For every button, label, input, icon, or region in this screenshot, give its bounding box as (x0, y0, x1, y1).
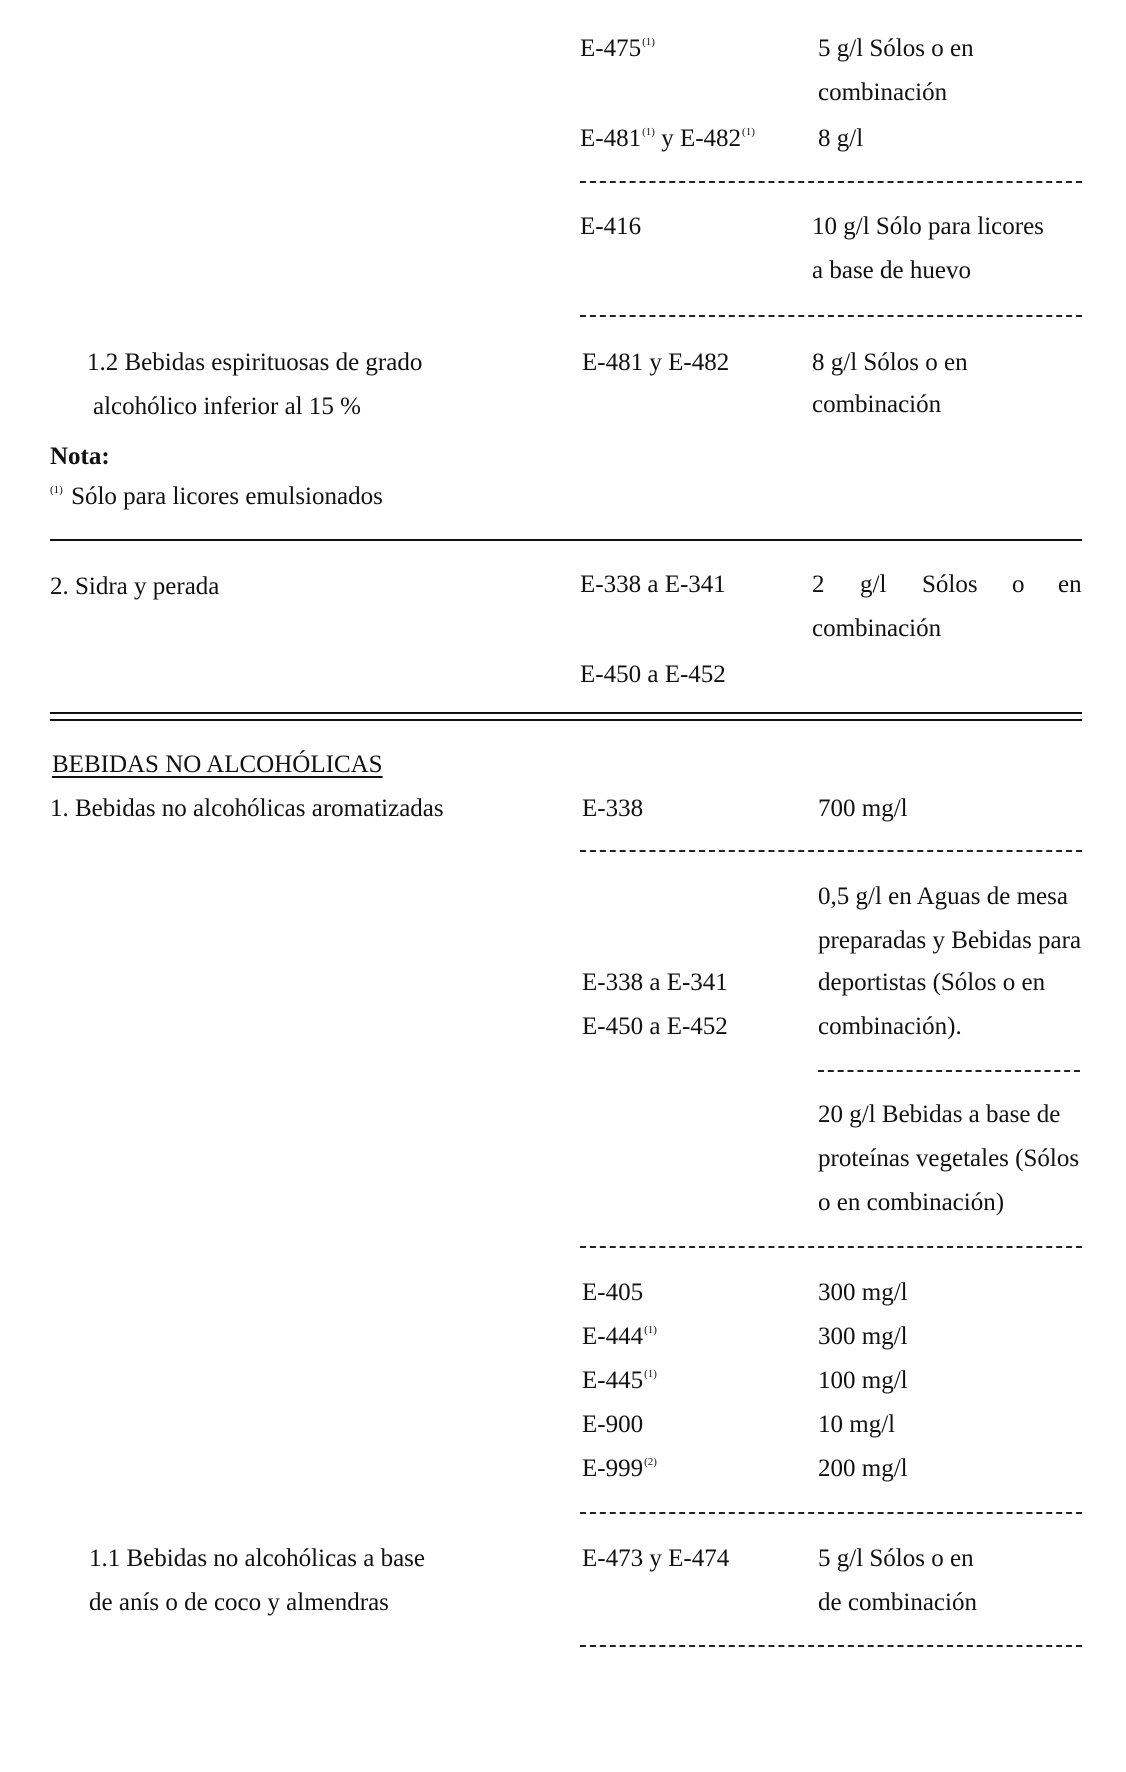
section-heading: BEBIDAS NO ALCOHÓLICAS (52, 751, 383, 778)
additive-code: E-475$^{(1)}$ (580, 35, 655, 62)
sub-divider (818, 1070, 1080, 1072)
footnote-ref: (1) (644, 1324, 657, 1336)
dose-line: 0,5 g/l en Aguas de mesa (818, 883, 1068, 910)
row-divider (580, 850, 1082, 852)
dose-line: combinación (812, 615, 942, 642)
footnote-ref: (1) (642, 126, 655, 138)
additive-code: E-445$^{(1)}$ (582, 1367, 657, 1394)
section-divider (50, 539, 1082, 541)
category-label: 1. Bebidas no alcohólicas aromatizadas (50, 795, 444, 822)
dose-word: 2 (812, 571, 825, 598)
dose-line: 8 g/l (818, 125, 864, 152)
dose-line: preparadas y Bebidas para (818, 927, 1082, 954)
double-rule-bottom (50, 719, 1082, 721)
category-label: alcohólico inferior al 15 % (93, 393, 361, 420)
dose-line: 20 g/l Bebidas a base de (818, 1101, 1061, 1128)
additive-code: E-481$^{(1)}$ y E-482$^{(1)}$ (580, 125, 755, 152)
category-label: 1.2 Bebidas espirituosas de grado (87, 349, 423, 376)
additive-code: E-338 (582, 795, 644, 822)
additive-code: E-338 a E-341 (580, 571, 726, 598)
additive-code: E-416 (580, 213, 642, 240)
dose-line: a base de huevo (812, 257, 971, 284)
footnote-ref: (1) (644, 1368, 657, 1380)
dose-line: 300 mg/l (818, 1323, 908, 1350)
dose-line: 300 mg/l (818, 1279, 908, 1306)
dose-line: combinación (818, 79, 948, 106)
dose-line: 10 mg/l (818, 1411, 896, 1438)
note-text: $^{(1)}$ Sólo para licores emulsionados (50, 483, 383, 510)
dose-line: 100 mg/l (818, 1367, 908, 1394)
dose-word: g/l (860, 571, 887, 598)
additive-code: E-338 a E-341 (582, 969, 728, 996)
footnote-ref: (1) (742, 126, 755, 138)
footnote-ref: (2) (644, 1456, 657, 1468)
dose-line: 700 mg/l (818, 795, 908, 822)
additive-code: E-900 (582, 1411, 644, 1438)
footnote-ref: (1) (642, 36, 655, 48)
row-divider (580, 1512, 1082, 1514)
dose-line: 5 g/l Sólos o en (818, 1545, 974, 1572)
dose-line: 8 g/l Sólos o en (812, 349, 968, 376)
row-divider (580, 1645, 1082, 1647)
dose-line: de combinación (818, 1589, 977, 1616)
dose-line: 5 g/l Sólos o en (818, 35, 974, 62)
additive-code: E-473 y E-474 (582, 1545, 730, 1572)
additive-code: E-405 (582, 1279, 644, 1306)
dose-line: proteínas vegetales (Sólos (818, 1145, 1080, 1172)
note-title: Nota: (50, 443, 110, 470)
dose-line: combinación). (818, 1013, 962, 1040)
additive-code: E-999$^{(2)}$ (582, 1455, 657, 1482)
double-rule-top (50, 712, 1082, 714)
additive-code: E-450 a E-452 (582, 1013, 728, 1040)
category-label: 1.1 Bebidas no alcohólicas a base (89, 1545, 426, 1572)
dose-word: en (1058, 571, 1082, 598)
dose-line: o en combinación) (818, 1189, 1005, 1216)
row-divider (580, 315, 1082, 317)
dose-word: Sólos (922, 571, 978, 598)
dose-word: o (1012, 571, 1025, 598)
category-label: 2. Sidra y perada (50, 573, 220, 600)
row-divider (580, 181, 1082, 183)
additive-code: E-481 y E-482 (582, 349, 730, 376)
dose-line: 200 mg/l (818, 1455, 908, 1482)
footnote-ref: (1) (50, 484, 63, 496)
row-divider (580, 1246, 1082, 1248)
additive-code: E-444$^{(1)}$ (582, 1323, 657, 1350)
category-label: de anís o de coco y almendras (89, 1589, 389, 1616)
dose-line: combinación (812, 391, 942, 418)
dose-line: 10 g/l Sólo para licores (812, 213, 1044, 240)
dose-line: deportistas (Sólos o en (818, 969, 1046, 996)
additive-code: E-450 a E-452 (580, 661, 726, 688)
